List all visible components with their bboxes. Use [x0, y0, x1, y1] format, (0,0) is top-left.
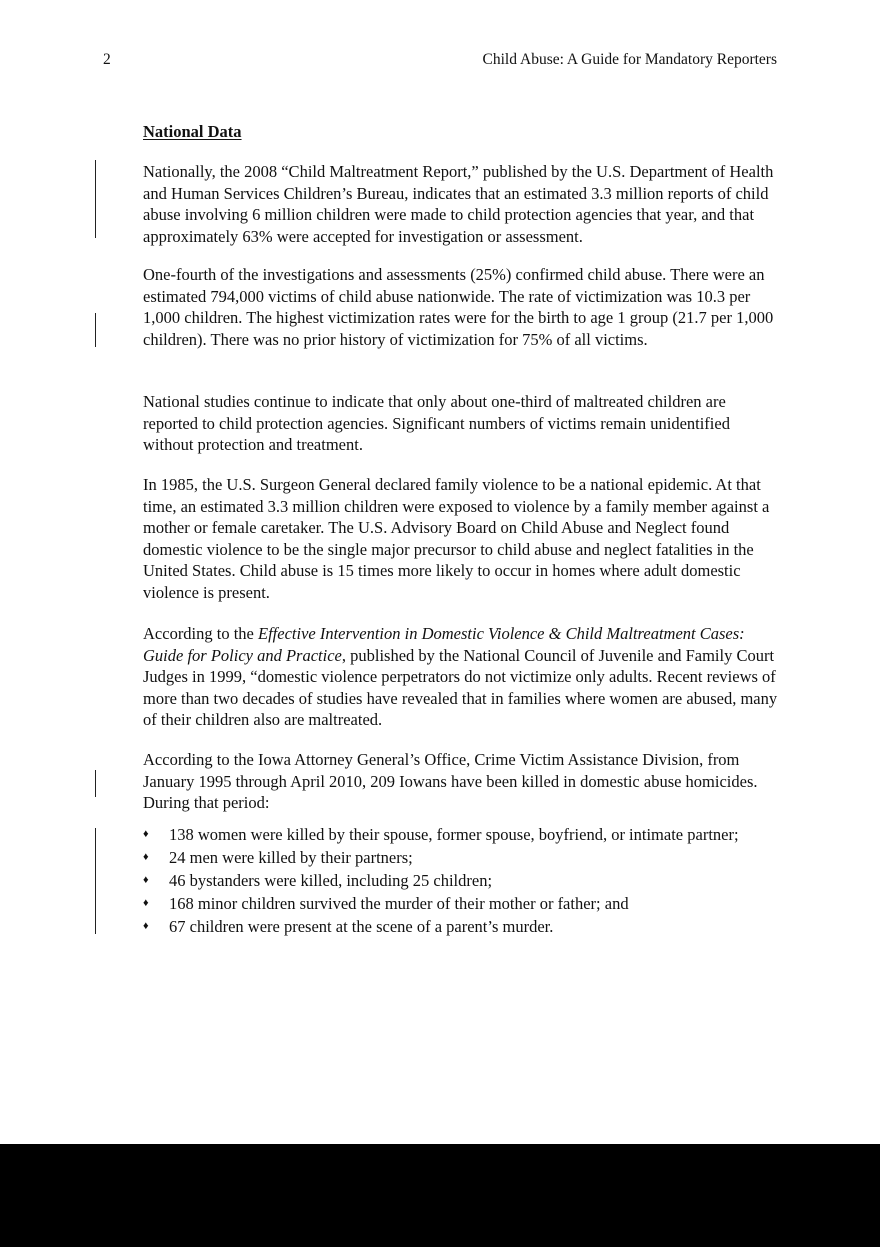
- paragraph-surgeon-general: In 1985, the U.S. Surgeon General declared family violence to be a national epidemic. At that time, an estimated 3.3 million children were exposed to violence by a family member against a mother or female caretaker. The U.S. Advisory Board on Child Abuse and Neglect found domestic violence to be the single major precursor to child abuse and neglect fatalities in the United States. Child abuse is 15 times more likely to occur in homes where adult domestic violence is present.: [143, 475, 770, 602]
- diamond-bullet-icon: ♦: [143, 851, 149, 863]
- diamond-bullet-icon: ♦: [143, 874, 149, 886]
- bottom-black-band: [0, 1144, 880, 1247]
- change-bar: [95, 313, 96, 347]
- change-bar: [95, 828, 96, 934]
- list-item: ♦ 24 men were killed by their partners;: [143, 848, 413, 867]
- diamond-bullet-icon: ♦: [143, 897, 149, 909]
- paragraph-investigations: One-fourth of the investigations and assessments (25%) confirmed child abuse. There were an estimated 794,000 victims of child abuse nationwide. The rate of victimization was 10.3 per 1,000 children. The highest victimization rates were for the birth to age 1 group (21.7 per 1,000 children). There was no prior history of victimization for 75% of all victims.: [143, 265, 774, 349]
- homicide-statistics-list: [143, 823, 793, 938]
- paragraph-national-studies: National studies continue to indicate that only about one-third of maltreated children are reported to child protection agencies. Significant numbers of victims remain unidentified without protection and treatment.: [143, 392, 730, 455]
- paragraph-national-report: Nationally, the 2008 “Child Maltreatment Report,” published by the U.S. Department of Health and Human Services Children’s Bureau, indicates that an estimated 3.3 million reports of child abuse involving 6 million children were made to child protection agencies that year, and that approximately 63% were accepted for investigation or assessment.: [143, 162, 774, 246]
- diamond-bullet-icon: ♦: [143, 828, 149, 840]
- citation-suffix: , published by the National Council of Juvenile and Family Court Judges in 1999, “domestic violence perpetrators do not victimize only adults. Recent reviews of more than two decades of studies have revealed that in families where women are abused, many of their children also are maltreated.: [143, 645, 778, 730]
- list-item: ♦ 46 bystanders were killed, including 25 children;: [143, 871, 493, 890]
- citation-prefix: According to the: [143, 624, 259, 643]
- section-title: National Data: [143, 122, 242, 141]
- publication-title: Effective Intervention in Domestic Violence & Child Maltreatment Cases: Guide for Policy and Practice: [143, 624, 745, 665]
- change-bar: [95, 160, 96, 238]
- list-item: ♦ 67 children were present at the scene of a parent’s murder.: [143, 917, 554, 936]
- paragraph-iowa-attorney-general: According to the Iowa Attorney General’s Office, Crime Victim Assistance Division, from January 1995 through April 2010, 209 Iowans have been killed in domestic abuse homicides. During that period:: [143, 750, 758, 813]
- list-item: ♦ 168 minor children survived the murder of their mother or father; and: [143, 894, 629, 913]
- page-number: 2: [103, 51, 111, 68]
- list-item: ♦ 138 women were killed by their spouse, former spouse, boyfriend, or intimate partner;: [143, 825, 739, 844]
- change-bar: [95, 770, 96, 797]
- paragraph-effective-intervention: [143, 623, 783, 731]
- running-header: Child Abuse: A Guide for Mandatory Reporters: [482, 51, 777, 68]
- diamond-bullet-icon: ♦: [143, 920, 149, 932]
